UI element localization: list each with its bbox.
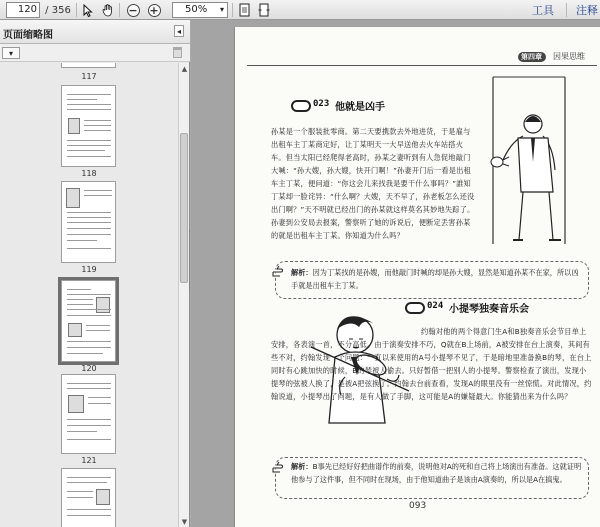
- chapter-badge-text: 第四章: [521, 53, 542, 61]
- section-body: [271, 125, 477, 242]
- chapter-title: 因果思维: [553, 52, 585, 61]
- thumbnail-page[interactable]: [61, 374, 116, 454]
- thumbnail-label: 118: [81, 169, 97, 178]
- chevron-down-icon: ▾: [219, 5, 224, 14]
- section-number: 024: [427, 301, 444, 311]
- page-number: 093: [409, 501, 427, 511]
- zoom-out-icon: −: [128, 3, 138, 17]
- thumbnail-page-selected[interactable]: [61, 280, 116, 362]
- answer-label: 解析：: [291, 462, 313, 471]
- panel-toolbar: [0, 44, 190, 62]
- section-title: 他就是凶手: [335, 102, 385, 113]
- toolbar-divider: [119, 3, 120, 17]
- delete-page-icon[interactable]: [173, 47, 182, 58]
- zoom-in-icon: +: [149, 3, 159, 17]
- scrollbar-thumb[interactable]: [180, 133, 188, 283]
- options-icon: ▾: [8, 48, 13, 58]
- menu-tools[interactable]: 工具: [532, 5, 554, 17]
- thumbnail-page[interactable]: [61, 468, 116, 527]
- thumbnail-panel: [0, 20, 190, 527]
- header-rule: [247, 65, 597, 66]
- hand-tool-icon[interactable]: [100, 2, 116, 18]
- panel-title: 页面缩略图: [3, 30, 53, 41]
- collapse-panel-button[interactable]: [174, 25, 184, 37]
- toolbar-divider: [232, 3, 233, 17]
- answer-body: 因为丁某找的是孙嫂，而他敲门时喊的却是孙大嫂，显然是知道孙某不在家，所以凶手就是出租车主丁某。: [291, 268, 579, 290]
- thumbnail-label: 121: [81, 456, 97, 465]
- zoom-in-button[interactable]: [146, 2, 162, 18]
- answer-body: B事先已经好好把曲谱作的前奏，说明他对A的死和自己将上场演出有准备。这就证明他参与了这件事，但不同时在现场，由于他知道曲子是该由A演奏的，所以是A在搞鬼。: [291, 462, 582, 484]
- section-body-text: 约翰对他的两个得意门生A和B独奏音乐会节目单上安排，各表演一首，不分高低。由于演奏安排不巧，Q就在B上场前，A被安排在台上演奏，其间有些不对，约翰发现一个问题：一直以来使用的A号小提琴不见了，于是暗地里准备换B的琴，在台上同时有心跳加快的时候，B的琴被人偷去。只好暂借一把别人的小提琴。警察检查了演出，发现小提琴的弦被人换了，是被A把弦换了。约翰去台前查看，发现A的眼里没有一丝惊慌。对此情况，约翰说道，小提琴出了问题，是有人做了手脚，这可能是A的嫌疑最大。你能猜出来为什么吗？: [271, 327, 592, 401]
- fit-width-icon[interactable]: [256, 2, 272, 18]
- document-view[interactable]: [191, 20, 600, 527]
- fit-page-icon[interactable]: [236, 2, 252, 18]
- section-badge-icon: [405, 302, 425, 314]
- pointer-hand-icon: [271, 263, 287, 277]
- thumbnail-label: 117: [81, 72, 97, 81]
- zoom-out-button[interactable]: [125, 2, 141, 18]
- page-number-input[interactable]: 120: [6, 2, 40, 18]
- thumbnail-list[interactable]: [0, 63, 178, 527]
- select-tool-icon[interactable]: [80, 2, 96, 18]
- thumbnail-label: 120: [81, 364, 97, 373]
- thumbnail-scrollbar[interactable]: [178, 63, 189, 527]
- zoom-select[interactable]: [172, 2, 228, 18]
- section-body: [271, 325, 593, 449]
- answer-text: [291, 266, 583, 292]
- thumbnail-page[interactable]: [61, 63, 116, 68]
- menu-comment[interactable]: 注释: [576, 5, 598, 17]
- section-badge-icon: [291, 100, 311, 112]
- scroll-down-icon[interactable]: ▼: [181, 517, 188, 526]
- pointer-hand-icon: [271, 459, 287, 473]
- thumbnail-options-button[interactable]: [2, 47, 20, 59]
- door-illustration: [473, 72, 593, 247]
- section-body-text: 孙某是一个服装批零商。第二天要携款去外地进货，于是雇与出租车主丁某商定好，让丁某明天一大早送他去火车站搭火车。但当太阳已经爬得老高时，孙某之妻听到有人急促地敲门大喊：“孙大嫂，孙大嫂，快开门啊！”孙妻开门后一看是出租车主丁某，便问道：“你这会儿来找我是要干什么事吗？”誰知丁某却一脸诧异：“什么啊？大嫂，天不早了，孙老板怎么还没出门啊？”天不明就已经出门的孙某就这样莫名其妙地失踪了。孙妻到公安局去报案，警察听了她的诉说后，便断定丢害孙某的就是出租车主丁某。你知道为什么吗？: [271, 127, 475, 240]
- toolbar-divider: [566, 3, 567, 17]
- zoom-value: 50%: [185, 4, 208, 15]
- page-total-label: / 356: [45, 4, 71, 16]
- thumbnail-page[interactable]: [61, 85, 116, 167]
- document-page: [234, 27, 600, 527]
- scroll-up-icon[interactable]: ▲: [181, 64, 188, 73]
- answer-label: 解析：: [291, 268, 313, 277]
- chevron-left-icon: ◂: [176, 26, 181, 36]
- panel-header: [0, 20, 190, 44]
- toolbar-divider: [76, 3, 77, 17]
- answer-text: [291, 460, 583, 498]
- thumbnail-page[interactable]: [61, 181, 116, 263]
- section-number: 023: [313, 99, 330, 109]
- toolbar: [0, 0, 600, 20]
- thumbnail-label: 119: [81, 265, 97, 274]
- section-title: 小提琴独奏音乐会: [449, 304, 529, 315]
